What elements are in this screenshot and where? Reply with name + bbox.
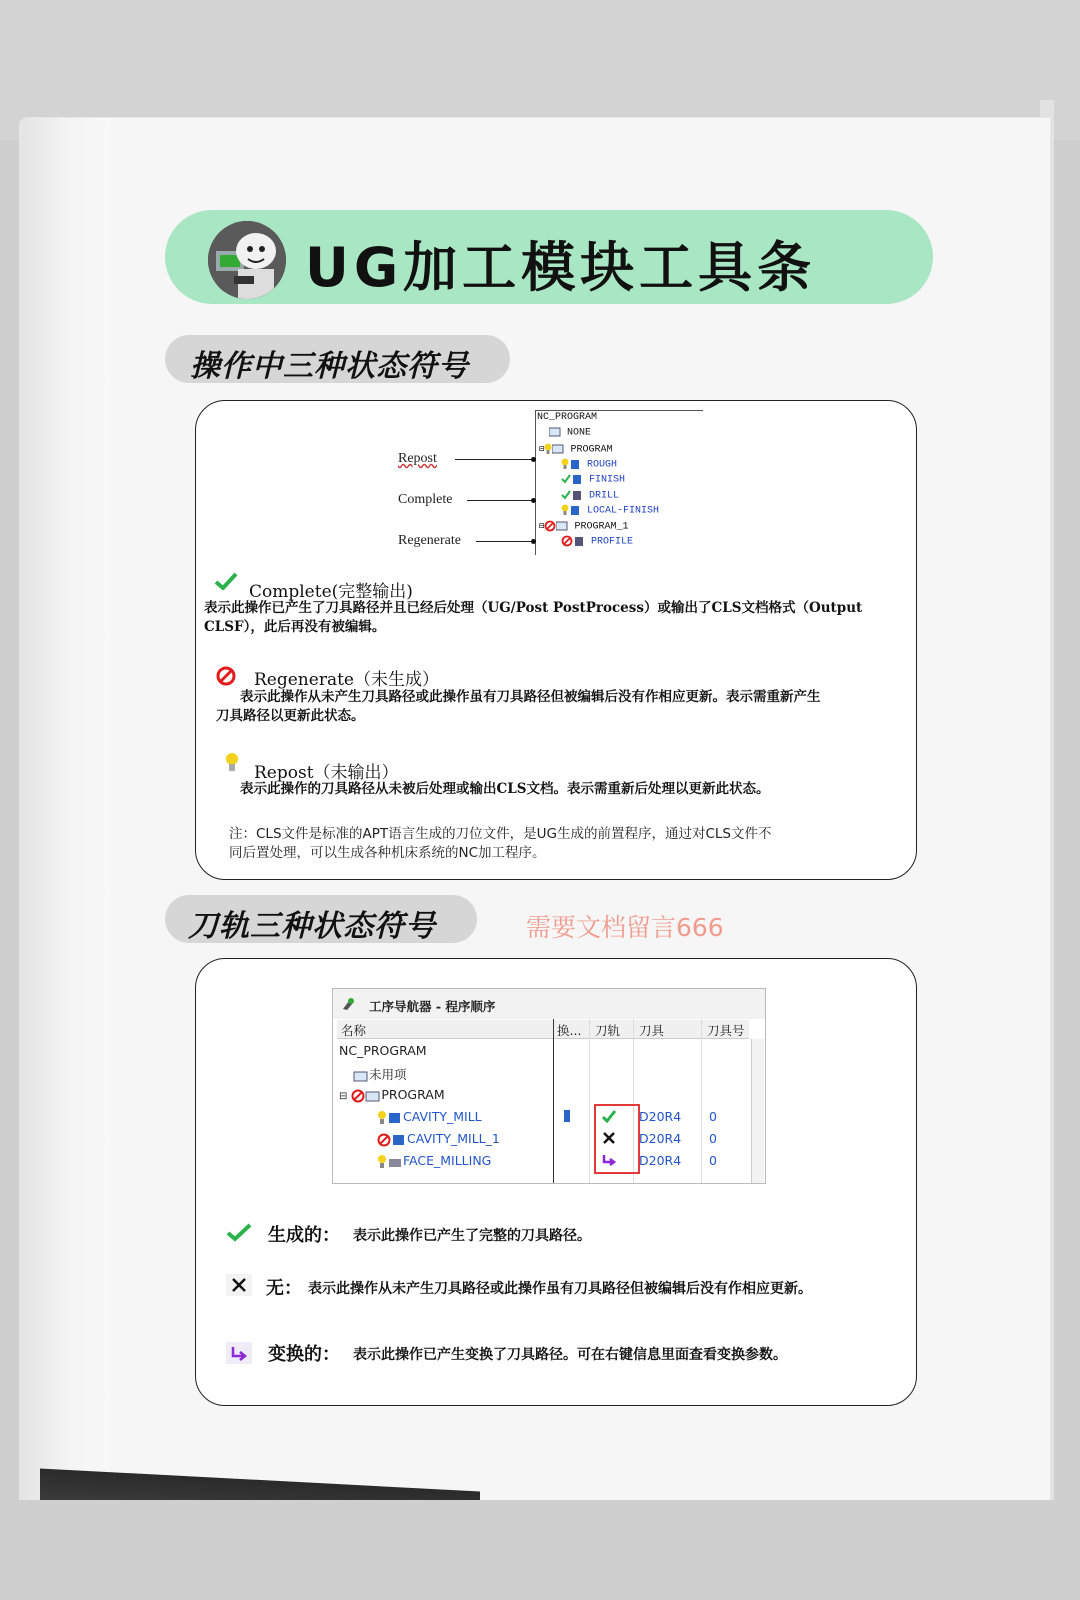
page-spine-shadow <box>20 118 110 1508</box>
tree-row[interactable] <box>561 535 633 549</box>
note-line1: 注：CLS文件是标准的APT语言生成的刀位文件，是UG生成的前置程序，通过对CLS文件不 <box>229 826 772 842</box>
avatar-icon <box>208 221 286 299</box>
operation-tree <box>535 410 705 555</box>
col-header-tool-number[interactable]: 刀具号 <box>707 1023 745 1038</box>
col-header-name[interactable]: 名称 <box>341 1023 367 1038</box>
navigator-icon <box>341 997 355 1014</box>
repost-title: Repost（未输出） <box>254 763 399 783</box>
table-row[interactable]: NC_PROGRAM <box>339 1043 427 1058</box>
label-complete: Complete <box>398 492 453 507</box>
tool-number-cell: 0 <box>709 1153 717 1168</box>
col-header-toolpath[interactable]: 刀轨 <box>595 1023 621 1038</box>
tree-row[interactable] <box>549 427 591 441</box>
complete-body-line1: 表示此操作已产生了刀具路径并且已经后处理（UG/Post PostProcess）或输出了CLS文档格式（Output <box>204 600 863 616</box>
complete-title: Complete(完整输出) <box>249 582 413 602</box>
complete-check-icon <box>214 572 238 594</box>
tree-row-label: LOCAL-FINISH <box>587 505 660 517</box>
table-row[interactable] <box>377 1109 482 1126</box>
tree-row-label: PROGRAM <box>570 444 613 456</box>
regenerate-body-line1: 表示此操作从未产生刀具路径或此操作虽有刀具路径但被编辑后没有作相应更新。表示需重新产生 <box>240 689 821 705</box>
section2-heading: 刀轨三种状态符号 <box>188 909 436 944</box>
def-transformed-body: 表示此操作已产生变换了刀具路径。可在右键信息里面查看变换参数。 <box>353 1347 787 1363</box>
change-icon <box>563 1109 571 1126</box>
table-row[interactable] <box>377 1153 491 1170</box>
repost-body: 表示此操作的刀具路径从未被后处理或输出CLS文档。表示需重新后处理以更新此状态。 <box>240 781 770 797</box>
complete-body-line2: CLSF），此后再没有被编辑。 <box>204 619 386 635</box>
tree-row-label: NONE <box>567 427 592 439</box>
def-generated-body: 表示此操作已产生了完整的刀具路径。 <box>353 1228 591 1244</box>
scrollbar[interactable] <box>751 1039 764 1183</box>
regenerate-body-line2: 刀具路径以更新此状态。 <box>216 708 365 724</box>
repost-bulb-icon <box>225 752 239 778</box>
leader-line <box>476 541 535 542</box>
col-header-change[interactable]: 换... <box>557 1023 582 1038</box>
tree-row[interactable]: NC_PROGRAM <box>537 412 598 423</box>
background-bottom <box>0 1500 1080 1600</box>
leader-dot <box>531 539 536 544</box>
tool-cell: D20R4 <box>639 1131 682 1146</box>
def-transformed-title: 变换的： <box>268 1344 340 1365</box>
tree-row[interactable] <box>561 458 617 472</box>
row-label: 未用项 <box>369 1067 407 1082</box>
operation-navigator <box>332 988 766 1184</box>
navigator-header <box>337 1020 749 1039</box>
leader-line <box>467 500 535 501</box>
row-label: CAVITY_MILL_1 <box>407 1131 500 1146</box>
none-x-icon <box>226 1274 252 1300</box>
table-row[interactable]: ⊟ PROGRAM <box>339 1087 445 1102</box>
label-regenerate: Regenerate <box>398 533 461 548</box>
regenerate-forbid-icon <box>214 666 238 690</box>
tree-row[interactable] <box>561 473 625 487</box>
leader-line <box>455 459 535 460</box>
tree-row-label: PROFILE <box>591 536 634 548</box>
row-label: FACE_MILLING <box>403 1153 492 1168</box>
def-none-title: 无： <box>266 1278 302 1299</box>
navigator-title: 工序导航器 - 程序顺序 <box>369 999 496 1014</box>
tree-row[interactable] <box>561 504 659 518</box>
table-row[interactable] <box>353 1065 407 1083</box>
label-repost: Repost <box>398 451 437 466</box>
tree-row-label: PROGRAM_1 <box>574 521 629 533</box>
tree-row[interactable]: ⊟ PROGRAM_1 <box>539 521 629 533</box>
def-generated-title: 生成的： <box>268 1225 340 1246</box>
watermark-text: 需要文档留言666 <box>526 913 724 942</box>
tree-row-label: ROUGH <box>587 459 618 471</box>
note-line2: 同后置处理，可以生成各种机床系统的NC加工程序。 <box>229 845 546 861</box>
tool-cell: D20R4 <box>639 1109 682 1124</box>
regenerate-title: Regenerate（未生成） <box>254 670 439 690</box>
highlight-box <box>594 1104 640 1174</box>
section1-heading: 操作中三种状态符号 <box>190 349 469 384</box>
tool-cell: D20R4 <box>639 1153 682 1168</box>
transformed-arrow-icon <box>226 1342 252 1368</box>
tree-row-label: FINISH <box>589 474 626 486</box>
page-title: UG加工模块工具条 <box>305 236 817 299</box>
tree-row[interactable]: ⊟ PROGRAM <box>539 444 613 456</box>
generated-check-icon <box>226 1222 252 1246</box>
tool-number-cell: 0 <box>709 1109 717 1124</box>
tree-row-label: DRILL <box>589 490 620 502</box>
col-header-tool[interactable]: 刀具 <box>639 1023 665 1038</box>
def-none-body: 表示此操作从未产生刀具路径或此操作虽有刀具路径但被编辑后没有作相应更新。 <box>308 1281 812 1297</box>
table-row[interactable] <box>377 1131 500 1147</box>
tool-number-cell: 0 <box>709 1131 717 1146</box>
tree-row[interactable] <box>561 489 619 503</box>
leader-dot <box>531 498 536 503</box>
leader-dot <box>531 457 536 462</box>
row-label: PROGRAM <box>381 1087 445 1102</box>
row-label: CAVITY_MILL <box>403 1109 482 1124</box>
